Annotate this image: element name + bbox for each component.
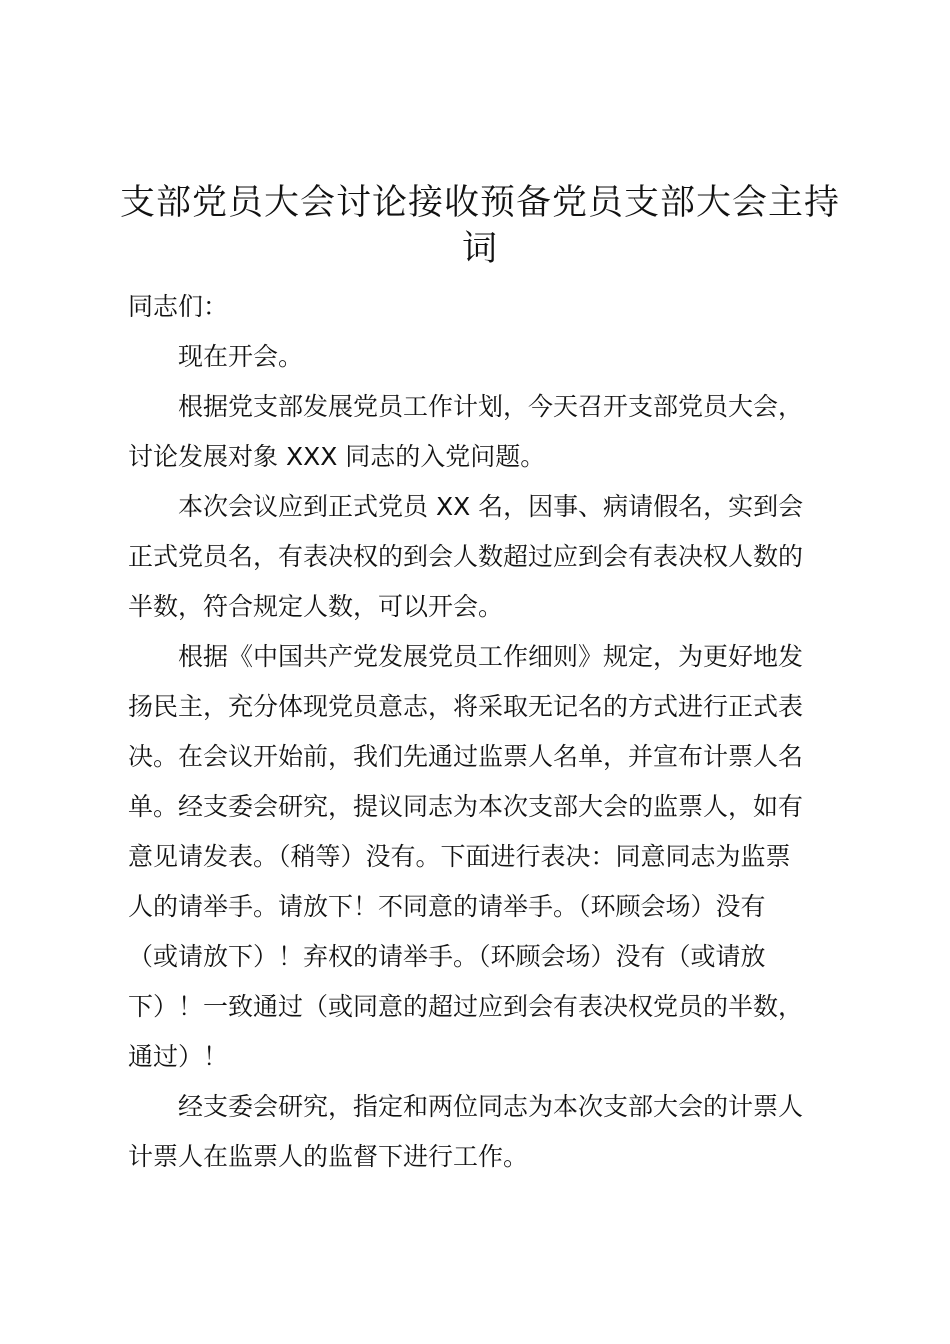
paragraph-line: 意见请发表。（稍等）没有。下面进行表决：同意同志为监票 <box>128 842 791 871</box>
paragraph-line: 人的请举手。请放下！不同意的请举手。（环顾会场）没有 <box>128 892 766 921</box>
paragraph-line: 通过）！ <box>128 1042 229 1071</box>
title-line-1: 支部党员大会讨论接收预备党员支部大会主持 <box>119 183 840 223</box>
paragraph-line: 讨论发展对象 XXX 同志的入党问题。 <box>128 442 546 471</box>
document-body <box>128 282 836 1182</box>
paragraph-line: 扬民主，充分体现党员意志，将采取无记名的方式进行正式表 <box>128 692 804 721</box>
paragraph-attendance <box>128 482 836 632</box>
paragraph-line: 经支委会研究，指定和两位同志为本次支部大会的计票人 <box>178 1092 804 1121</box>
paragraph-line: 根据党支部发展党员工作计划，今天召开支部党员大会， <box>178 392 804 421</box>
paragraph-line: 半数，符合规定人数，可以开会。 <box>128 592 504 621</box>
paragraph-line: 正式党员名，有表决权的到会人数超过应到会有表决权人数的 <box>128 542 804 571</box>
paragraph-vote-counters <box>128 1082 836 1182</box>
paragraph-voting-procedure <box>128 632 836 1082</box>
paragraph-line: 计票人在监票人的监督下进行工作。 <box>128 1142 529 1171</box>
paragraph-line: 下）！一致通过（或同意的超过应到会有表决权党员的半数， <box>128 992 804 1021</box>
paragraph-line: 本次会议应到正式党员 XX 名，因事、病请假名，实到会 <box>178 492 804 521</box>
paragraph-line: 单。经支委会研究，提议同志为本次支部大会的监票人，如有 <box>128 792 804 821</box>
paragraph-meeting-purpose <box>128 382 836 482</box>
paragraph-line: （或请放下）！弃权的请举手。（环顾会场）没有（或请放 <box>128 942 766 971</box>
salutation: 同志们： <box>128 292 229 321</box>
document-title <box>110 180 850 272</box>
paragraph-line: 决。在会议开始前，我们先通过监票人名单，并宣布计票人名 <box>128 742 804 771</box>
paragraph-open-meeting <box>128 332 836 382</box>
paragraph-line: 现在开会。 <box>178 342 304 371</box>
paragraph-line: 根据《中国共产党发展党员工作细则》规定，为更好地发 <box>178 642 804 671</box>
title-line-2: 词 <box>461 229 498 269</box>
